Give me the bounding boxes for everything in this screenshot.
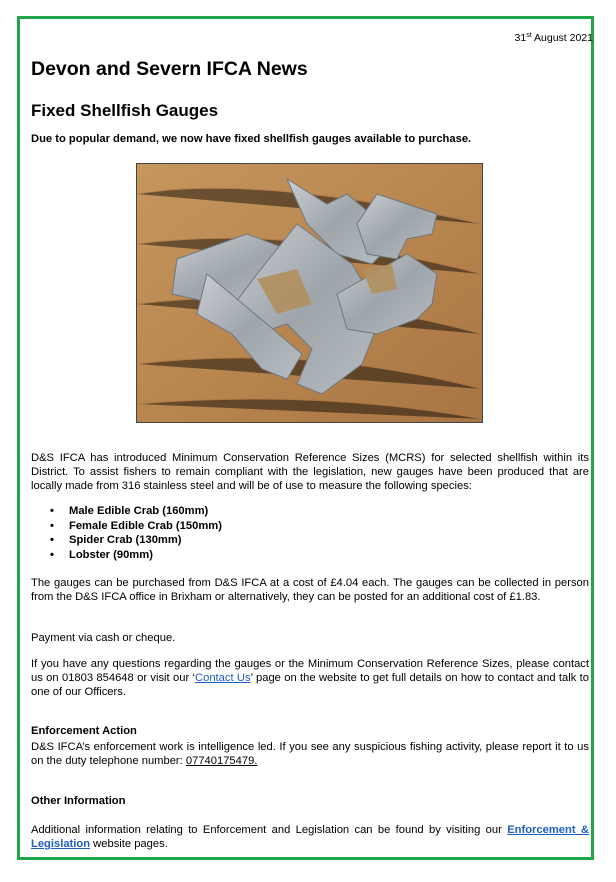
list-item: • Lobster (90mm)	[50, 548, 222, 563]
enforcement-legislation-link[interactable]: Enforcement & Legislation	[31, 824, 589, 851]
list-item: • Male Edible Crab (160mm)	[50, 504, 222, 519]
paragraph-payment: Payment via cash or cheque.	[31, 632, 176, 644]
paragraph-enforcement: D&S IFCA’s enforcement work is intelligence led. If you see any suspicious fishing activity, please report it to us on the duty telephone number: 07740175479.	[31, 741, 589, 768]
intro-text: Due to popular demand, we now have fixed shellfish gauges available to purchase.	[31, 133, 472, 145]
duty-phone-number: 07740175479.	[185, 755, 258, 768]
shellfish-gauges-photo	[136, 163, 483, 423]
enforcement-heading: Enforcement Action	[31, 725, 137, 737]
paragraph-other-information: Additional information relating to Enforcement and Legislation can be found by visiting our Enforcement & Legislation website pages.	[31, 824, 589, 851]
paragraph-contact: If you have any questions regarding the gauges or the Minimum Conservation Reference Sizes, please contact us on 01803 854648 or visit our ‘Contact Us’ page on the website to get full details on how to contact and talk to one of our Officers.	[31, 658, 589, 699]
list-item: • Spider Crab (130mm)	[50, 533, 222, 548]
paragraph-mcrs: D&S IFCA has introduced Minimum Conservation Reference Sizes (MCRS) for selected shellfish within its District. To assist fishers to remain compliant with the legislation, new gauges have been produced that are locally made from 316 stainless steel and will be of use to measure the following species:	[31, 452, 589, 493]
page-title: Devon and Severn IFCA News	[31, 58, 308, 80]
species-list	[50, 504, 222, 562]
issue-date: 31st August 2021	[514, 32, 593, 44]
article-title: Fixed Shellfish Gauges	[31, 101, 219, 120]
paragraph-pricing: The gauges can be purchased from D&S IFCA at a cost of £4.04 each. The gauges can be collected in person from the D&S IFCA office in Brixham or alternatively, they can be posted for an additional cost of £1.83.	[31, 577, 589, 604]
other-information-heading: Other Information	[31, 795, 126, 807]
contact-us-link[interactable]: Contact Us	[195, 672, 251, 685]
list-item: • Female Edible Crab (150mm)	[50, 519, 222, 534]
